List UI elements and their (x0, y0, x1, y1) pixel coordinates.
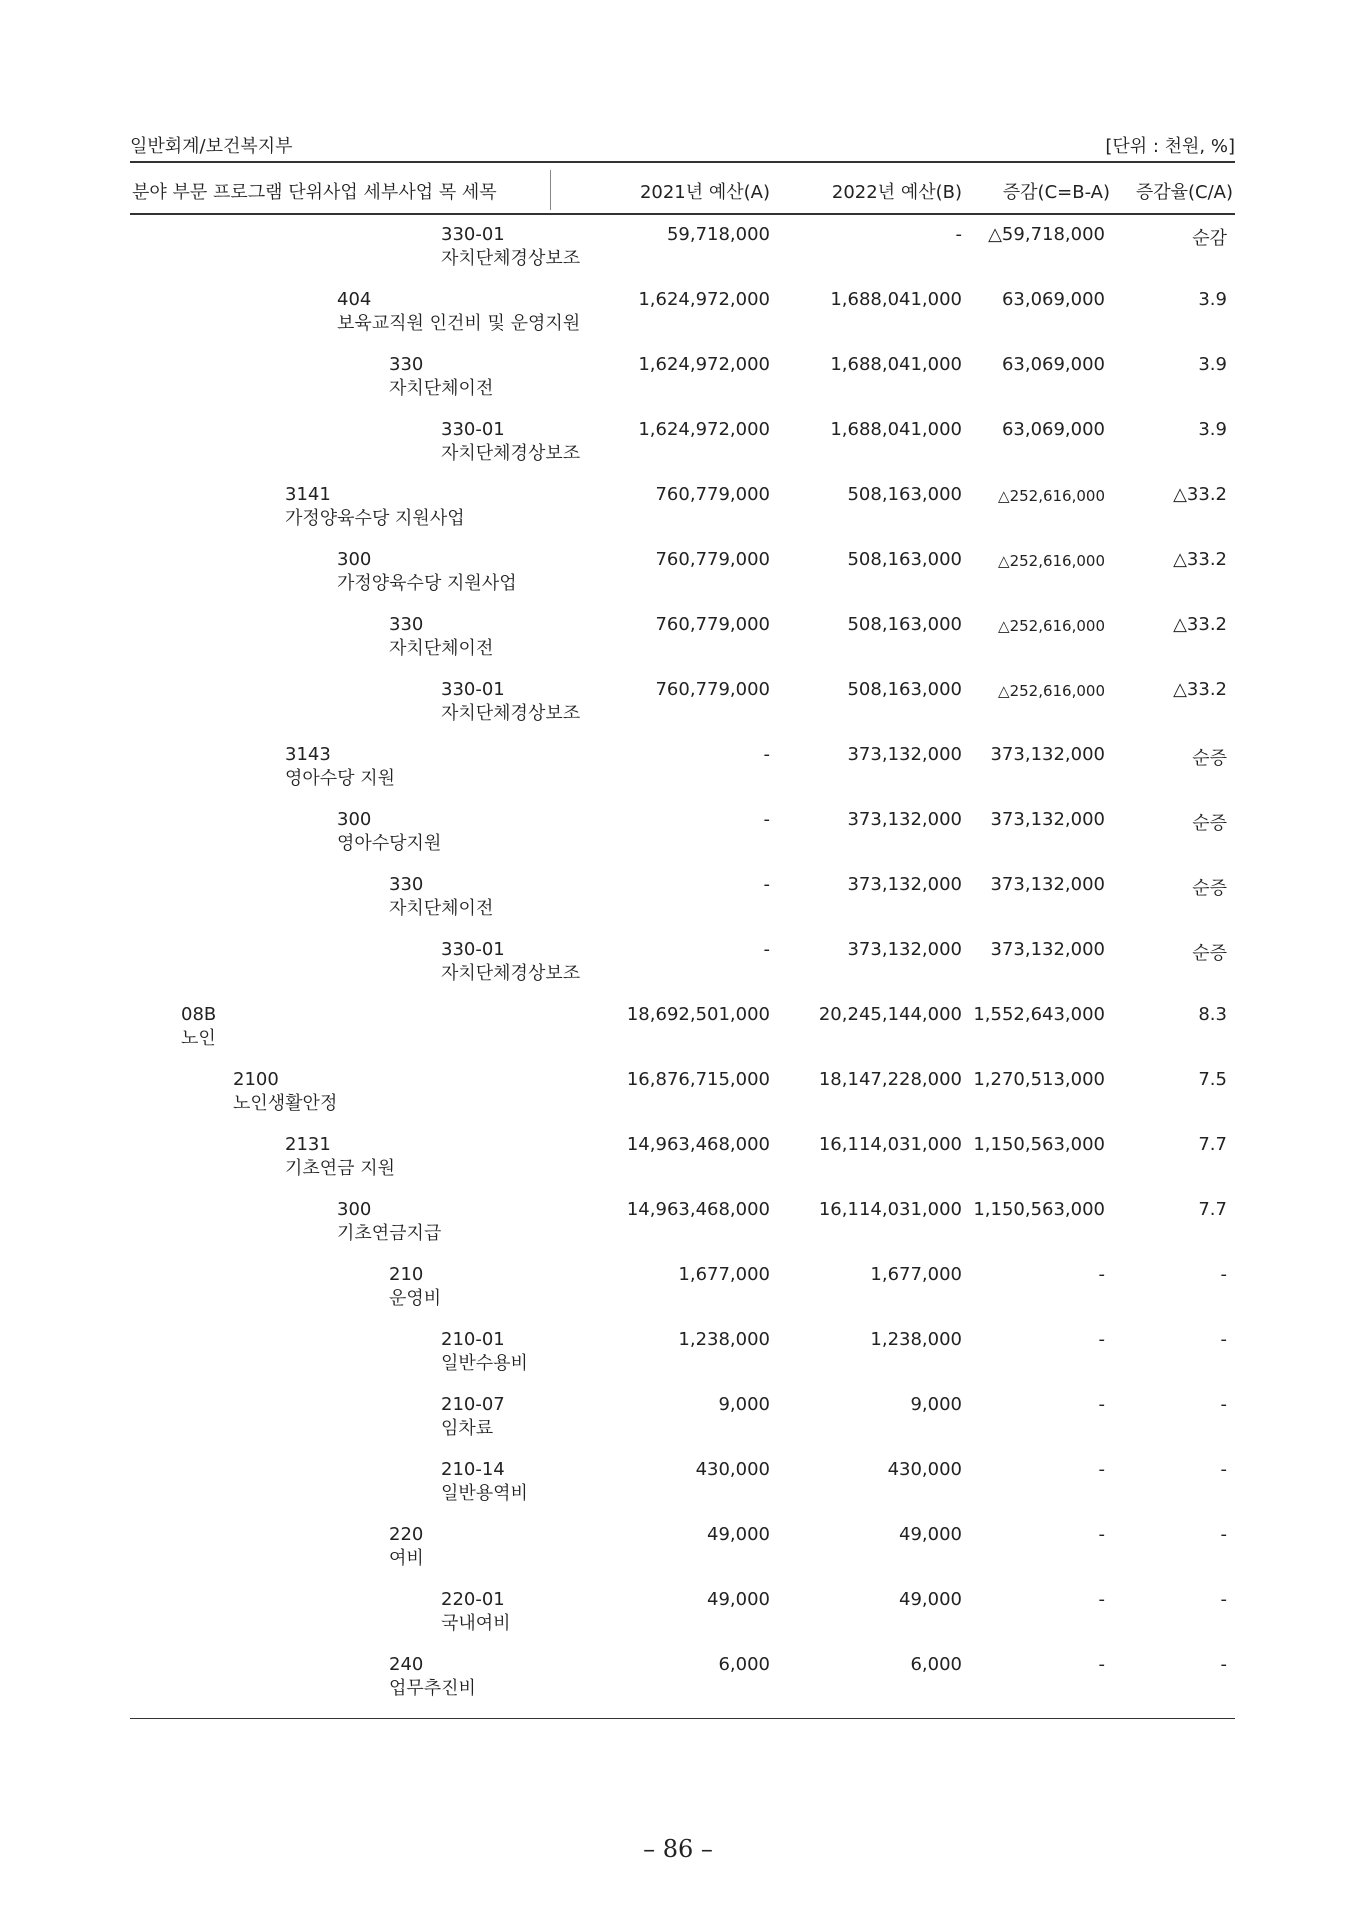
row-budget-2021: 9,000 (718, 1394, 770, 1415)
row-code: 404 (337, 289, 372, 310)
row-change: - (1098, 1654, 1105, 1675)
row-rate: 순증 (1192, 878, 1227, 899)
table-row (130, 1325, 1235, 1390)
row-name: 임차료 (441, 1418, 494, 1439)
table-row (130, 1195, 1235, 1260)
bottom-rule (130, 1718, 1235, 1719)
table-row (130, 1455, 1235, 1520)
row-code: 220 (389, 1524, 424, 1545)
row-budget-2022: 508,163,000 (847, 679, 962, 700)
header-budget-2022: 2022년 예산(B) (831, 182, 962, 203)
row-rate: 3.9 (1198, 289, 1227, 310)
row-name: 자치단체이전 (389, 638, 494, 659)
row-change: - (1098, 1524, 1105, 1545)
row-code: 2131 (285, 1134, 331, 1155)
table-row (130, 545, 1235, 610)
row-budget-2021: 59,718,000 (666, 224, 770, 245)
unit-label: [단위 : 천원, %] (1105, 136, 1235, 157)
row-change: 373,132,000 (990, 744, 1105, 765)
row-rate: 순증 (1192, 943, 1227, 964)
table-row (130, 740, 1235, 805)
row-budget-2021: 1,624,972,000 (638, 354, 770, 375)
row-name: 자치단체경상보조 (441, 443, 581, 464)
top-rule (130, 161, 1235, 163)
row-budget-2021: 1,624,972,000 (638, 419, 770, 440)
table-row (130, 285, 1235, 350)
row-budget-2021: 18,692,501,000 (626, 1004, 770, 1025)
row-rate: △33.2 (1173, 679, 1227, 700)
table-row (130, 805, 1235, 870)
row-name: 자치단체경상보조 (441, 703, 581, 724)
row-budget-2021: 1,624,972,000 (638, 289, 770, 310)
row-name: 가정양육수당 지원사업 (285, 508, 465, 529)
row-budget-2021: 760,779,000 (655, 549, 770, 570)
header-change: 증감(C=B-A) (1002, 182, 1110, 203)
row-code: 300 (337, 549, 372, 570)
row-code: 210 (389, 1264, 424, 1285)
row-code: 330-01 (441, 679, 505, 700)
row-budget-2022: 49,000 (899, 1589, 962, 1610)
row-budget-2022: 430,000 (887, 1459, 962, 1480)
row-name: 국내여비 (441, 1613, 511, 1634)
header-rate: 증감율(C/A) (1135, 182, 1233, 203)
row-name: 일반수용비 (441, 1353, 528, 1374)
row-rate: 3.9 (1198, 419, 1227, 440)
row-rate: △33.2 (1173, 484, 1227, 505)
row-rate: - (1220, 1459, 1227, 1480)
row-budget-2021: 760,779,000 (655, 614, 770, 635)
row-change: 373,132,000 (990, 874, 1105, 895)
row-change: - (1098, 1589, 1105, 1610)
table-row (130, 1520, 1235, 1585)
row-budget-2022: 16,114,031,000 (818, 1199, 962, 1220)
row-code: 330 (389, 354, 424, 375)
row-budget-2022: 373,132,000 (847, 874, 962, 895)
row-change: 63,069,000 (1001, 419, 1105, 440)
row-budget-2022: 508,163,000 (847, 614, 962, 635)
row-budget-2022: 1,238,000 (870, 1329, 962, 1350)
row-name: 자치단체이전 (389, 378, 494, 399)
row-budget-2021: 1,238,000 (678, 1329, 770, 1350)
row-budget-2022: 6,000 (910, 1654, 962, 1675)
table-row (130, 1390, 1235, 1455)
row-code: 3141 (285, 484, 331, 505)
row-name: 기초연금지급 (337, 1223, 442, 1244)
row-rate: - (1220, 1589, 1227, 1610)
row-code: 330 (389, 874, 424, 895)
row-budget-2021: - (763, 744, 770, 765)
row-code: 08B (181, 1004, 217, 1025)
table-row (130, 870, 1235, 935)
row-budget-2021: 1,677,000 (678, 1264, 770, 1285)
table-row (130, 1130, 1235, 1195)
row-name: 자치단체경상보조 (441, 963, 581, 984)
table-row (130, 610, 1235, 675)
row-code: 240 (389, 1654, 424, 1675)
row-code: 210-07 (441, 1394, 505, 1415)
row-change: △252,616,000 (998, 617, 1105, 635)
row-budget-2022: 1,688,041,000 (830, 289, 962, 310)
table-row (130, 935, 1235, 1000)
page-number: – 86 – (643, 1835, 713, 1863)
row-budget-2022: 508,163,000 (847, 549, 962, 570)
row-budget-2021: - (763, 939, 770, 960)
row-budget-2021: 16,876,715,000 (626, 1069, 770, 1090)
row-code: 330 (389, 614, 424, 635)
row-rate: - (1220, 1329, 1227, 1350)
header-classification: 분야 부문 프로그램 단위사업 세부사업 목 세목 (132, 182, 497, 203)
row-code: 220-01 (441, 1589, 505, 1610)
table-row (130, 1260, 1235, 1325)
row-code: 330-01 (441, 419, 505, 440)
row-budget-2022: 18,147,228,000 (818, 1069, 962, 1090)
header-budget-2021: 2021년 예산(A) (639, 182, 770, 203)
row-rate: 8.3 (1198, 1004, 1227, 1025)
row-budget-2022: 373,132,000 (847, 744, 962, 765)
row-change: 63,069,000 (1001, 354, 1105, 375)
row-rate: - (1220, 1524, 1227, 1545)
row-name: 업무추진비 (389, 1678, 476, 1699)
row-budget-2021: 6,000 (718, 1654, 770, 1675)
row-rate: △33.2 (1173, 549, 1227, 570)
row-change: △252,616,000 (998, 552, 1105, 570)
table-row (130, 675, 1235, 740)
row-rate: 순증 (1192, 813, 1227, 834)
row-name: 노인생활안정 (233, 1093, 338, 1114)
row-name: 노인 (181, 1028, 216, 1049)
table-row (130, 350, 1235, 415)
row-budget-2021: 49,000 (707, 1524, 770, 1545)
row-budget-2021: - (763, 809, 770, 830)
row-code: 210-01 (441, 1329, 505, 1350)
row-budget-2021: 430,000 (695, 1459, 770, 1480)
row-budget-2022: 373,132,000 (847, 809, 962, 830)
table-header (130, 164, 1235, 214)
row-name: 자치단체경상보조 (441, 248, 581, 269)
row-code: 300 (337, 1199, 372, 1220)
row-change: - (1098, 1459, 1105, 1480)
row-budget-2022: 1,688,041,000 (830, 419, 962, 440)
table-row (130, 480, 1235, 545)
row-budget-2022: 508,163,000 (847, 484, 962, 505)
row-budget-2022: 1,688,041,000 (830, 354, 962, 375)
table-row (130, 1065, 1235, 1130)
row-code: 2100 (233, 1069, 279, 1090)
row-budget-2021: 760,779,000 (655, 484, 770, 505)
row-budget-2022: 1,677,000 (870, 1264, 962, 1285)
row-budget-2021: - (763, 874, 770, 895)
row-name: 운영비 (389, 1288, 442, 1309)
row-change: - (1098, 1264, 1105, 1285)
row-budget-2022: 9,000 (910, 1394, 962, 1415)
row-budget-2022: 16,114,031,000 (818, 1134, 962, 1155)
row-change: 1,150,563,000 (973, 1199, 1105, 1220)
row-change: 373,132,000 (990, 809, 1105, 830)
row-budget-2021: 14,963,468,000 (626, 1199, 770, 1220)
row-budget-2022: 49,000 (899, 1524, 962, 1545)
row-budget-2022: - (955, 224, 962, 245)
budget-table-body (130, 220, 1235, 1715)
row-rate: - (1220, 1654, 1227, 1675)
header-rule (130, 213, 1235, 215)
row-change: △252,616,000 (998, 487, 1105, 505)
row-code: 3143 (285, 744, 331, 765)
row-rate: 순증 (1192, 748, 1227, 769)
row-name: 자치단체이전 (389, 898, 494, 919)
row-name: 여비 (389, 1548, 424, 1569)
account-label: 일반회계/보건복지부 (130, 136, 293, 157)
row-rate: 순감 (1192, 228, 1227, 249)
row-name: 가정양육수당 지원사업 (337, 573, 517, 594)
row-rate: △33.2 (1173, 614, 1227, 635)
row-change: 1,150,563,000 (973, 1134, 1105, 1155)
row-rate: 7.7 (1198, 1134, 1227, 1155)
row-name: 기초연금 지원 (285, 1158, 396, 1179)
row-change: - (1098, 1329, 1105, 1350)
row-budget-2021: 14,963,468,000 (626, 1134, 770, 1155)
table-row (130, 1000, 1235, 1065)
row-name: 영아수당 지원 (285, 768, 396, 789)
row-change: 373,132,000 (990, 939, 1105, 960)
row-change: △59,718,000 (988, 224, 1105, 245)
row-budget-2021: 49,000 (707, 1589, 770, 1610)
row-change: 1,552,643,000 (973, 1004, 1105, 1025)
row-budget-2022: 373,132,000 (847, 939, 962, 960)
row-rate: - (1220, 1264, 1227, 1285)
row-code: 330-01 (441, 224, 505, 245)
table-row (130, 1650, 1235, 1715)
table-row (130, 220, 1235, 285)
row-change: 63,069,000 (1001, 289, 1105, 310)
row-change: 1,270,513,000 (973, 1069, 1105, 1090)
row-budget-2022: 20,245,144,000 (818, 1004, 962, 1025)
row-rate: 3.9 (1198, 354, 1227, 375)
row-budget-2021: 760,779,000 (655, 679, 770, 700)
row-name: 보육교직원 인건비 및 운영지원 (337, 313, 581, 334)
row-rate: - (1220, 1394, 1227, 1415)
row-change: - (1098, 1394, 1105, 1415)
header-divider (550, 170, 551, 210)
table-row (130, 1585, 1235, 1650)
row-name: 일반용역비 (441, 1483, 528, 1504)
document-meta (130, 132, 1235, 158)
row-code: 330-01 (441, 939, 505, 960)
row-rate: 7.5 (1198, 1069, 1227, 1090)
table-row (130, 415, 1235, 480)
row-code: 210-14 (441, 1459, 505, 1480)
row-name: 영아수당지원 (337, 833, 442, 854)
row-rate: 7.7 (1198, 1199, 1227, 1220)
row-code: 300 (337, 809, 372, 830)
row-change: △252,616,000 (998, 682, 1105, 700)
